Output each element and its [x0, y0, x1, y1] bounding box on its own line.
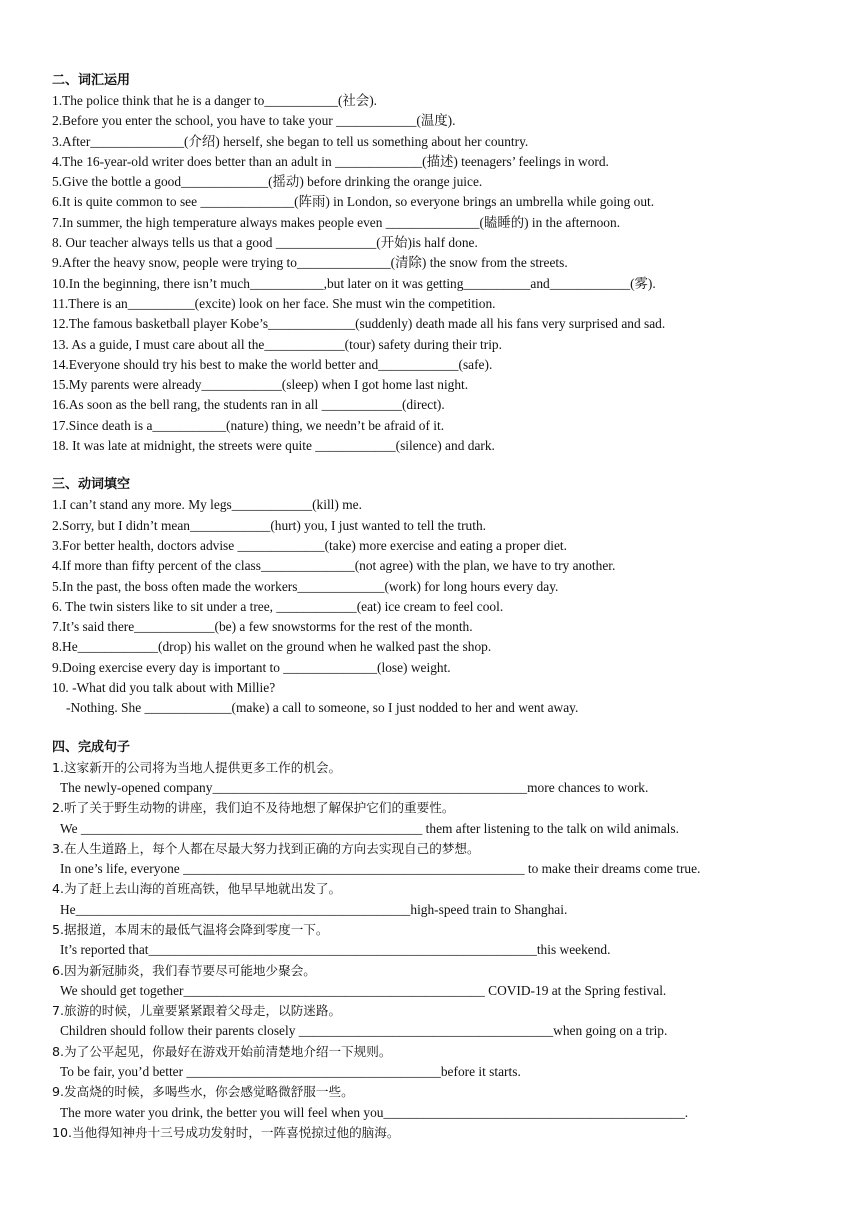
question-line: 1.I can’t stand any more. My legs____________(kill) me. — [52, 497, 362, 513]
question-line: 5.In the past, the boss often made the workers_____________(work) for long hours every day. — [52, 578, 559, 594]
question-line: 11.There is an__________(excite) look on her face. She must win the competition. — [52, 295, 496, 311]
question-line: 18. It was late at midnight, the streets were quite ____________(silence) and dark. — [52, 438, 495, 454]
chinese-prompt: 5.据报道，本周末的最低气温将会降到零度一下。 — [52, 921, 329, 937]
question-line: 1.The police think that he is a danger to___________(社会). — [52, 93, 378, 108]
question-line: 4.The 16-year-old writer does better than an adult in _____________(描述) teenagers’ feelings in word. — [52, 153, 609, 169]
question-line: 5.Give the bottle a good_____________(摇动) before drinking the orange juice. — [52, 174, 483, 190]
question-line: 7.In summer, the high temperature always makes people even ______________(瞌睡的) in the afternoon. — [52, 214, 621, 230]
chinese-prompt: 10.当他得知神舟十三号成功发射时，一阵喜悦掠过他的脑海。 — [52, 1124, 400, 1140]
question-line: 4.If more than fifty percent of the class______________(not agree) with the plan, we have to try another. — [52, 558, 616, 574]
question-line: 9.After the heavy snow, people were trying to______________(清除) the snow from the streets. — [52, 255, 568, 271]
question-line: 6. The twin sisters like to sit under a tree, ____________(eat) ice cream to feel cool. — [52, 598, 504, 614]
question-line: 17.Since death is a___________(nature) thing, we needn’t be afraid of it. — [52, 417, 445, 433]
question-line: 2.Sorry, but I didn’t mean____________(hurt) you, I just wanted to tell the truth. — [52, 517, 487, 533]
question-line: 9.Doing exercise every day is important to ______________(lose) weight. — [52, 659, 451, 675]
question-line: 15.My parents were already____________(sleep) when I got home last night. — [52, 377, 469, 393]
question-line: 12.The famous basketball player Kobe’s_____________(suddenly) death made all his fans very surprised and sad. — [52, 316, 666, 332]
question-line: 2.Before you enter the school, you have to take your ____________(温度). — [52, 113, 456, 129]
worksheet-page — [52, 71, 842, 1143]
chinese-prompt: 9.发高烧的时候，多喝些水，你会感觉略微舒服一些。 — [52, 1084, 354, 1100]
question-line: 7.It’s said there____________(be) a few snowstorms for the rest of the month. — [52, 619, 473, 635]
question-line: 3.For better health, doctors advise _____________(take) more exercise and eating a proper diet. — [52, 537, 567, 553]
dialogue-reply-line: -Nothing. She _____________(make) a call to someone, so I just nodded to her and went away. — [66, 700, 579, 716]
chinese-prompt: 6.因为新冠肺炎，我们春节要尽可能地少聚会。 — [52, 962, 316, 978]
chinese-prompt: 3.在人生道路上，每个人都在尽最大努力找到正确的方向去实现自己的梦想。 — [52, 840, 480, 856]
question-line: 6.It is quite common to see ______________(阵雨) in London, so everyone brings an umbrella while going out. — [52, 194, 655, 210]
chinese-prompt: 2.听了关于野生动物的讲座，我们迫不及待地想了解保护它们的重要性。 — [52, 800, 455, 816]
question-line: 8.He____________(drop) his wallet on the ground when he walked past the shop. — [52, 639, 492, 655]
section-title-complete-sentences: 四、完成句子 — [52, 739, 131, 755]
english-sentence: To be fair, you’d better ______________________________________before it starts. — [60, 1064, 521, 1080]
english-sentence: The more water you drink, the better you will feel when you_____________________________________________. — [60, 1104, 689, 1120]
question-line: 13. As a guide, I must care about all the____________(tour) safety during their trip. — [52, 336, 502, 352]
question-line: 10.In the beginning, there isn’t much___________,but later on it was getting__________and____________(雾). — [52, 275, 656, 291]
chinese-prompt: 8.为了公平起见，你最好在游戏开始前清楚地介绍一下规则。 — [52, 1043, 392, 1059]
english-sentence: We ___________________________________________________ them after listening to the talk on wild animals. — [60, 820, 679, 836]
question-line: 16.As soon as the bell rang, the students ran in all ____________(direct). — [52, 397, 445, 413]
english-sentence: He__________________________________________________high-speed train to Shanghai. — [60, 901, 568, 917]
english-sentence: In one’s life, everyone ___________________________________________________ to make their dreams come true. — [60, 861, 701, 877]
english-sentence: The newly-opened company_______________________________________________more chances to work. — [60, 779, 649, 795]
question-line: 10. -What did you talk about with Millie? — [52, 680, 276, 696]
english-sentence: It’s reported that__________________________________________________________this weekend. — [60, 942, 611, 958]
section-title-verb-fill: 三、动词填空 — [52, 477, 131, 493]
chinese-prompt: 7.旅游的时候，儿童要紧紧跟着父母走，以防迷路。 — [52, 1003, 342, 1019]
english-sentence: Children should follow their parents closely ______________________________________when going on a trip. — [60, 1023, 668, 1039]
chinese-prompt: 4.为了赶上去山海的首班高铁，他早早地就出发了。 — [52, 881, 342, 897]
question-line: 14.Everyone should try his best to make the world better and____________(safe). — [52, 356, 493, 372]
english-sentence: We should get together_____________________________________________ COVID-19 at the Spring festival. — [60, 982, 667, 998]
section-title-vocabulary: 二、词汇运用 — [52, 73, 131, 88]
question-line: 3.After______________(介绍) herself, she began to tell us something about her country. — [52, 133, 529, 149]
question-line: 8. Our teacher always tells us that a good _______________(开始)is half done. — [52, 235, 478, 251]
section-gap — [52, 456, 842, 475]
section-gap — [52, 719, 842, 738]
chinese-prompt: 1.这家新开的公司将为当地人提供更多工作的机会。 — [52, 759, 342, 775]
